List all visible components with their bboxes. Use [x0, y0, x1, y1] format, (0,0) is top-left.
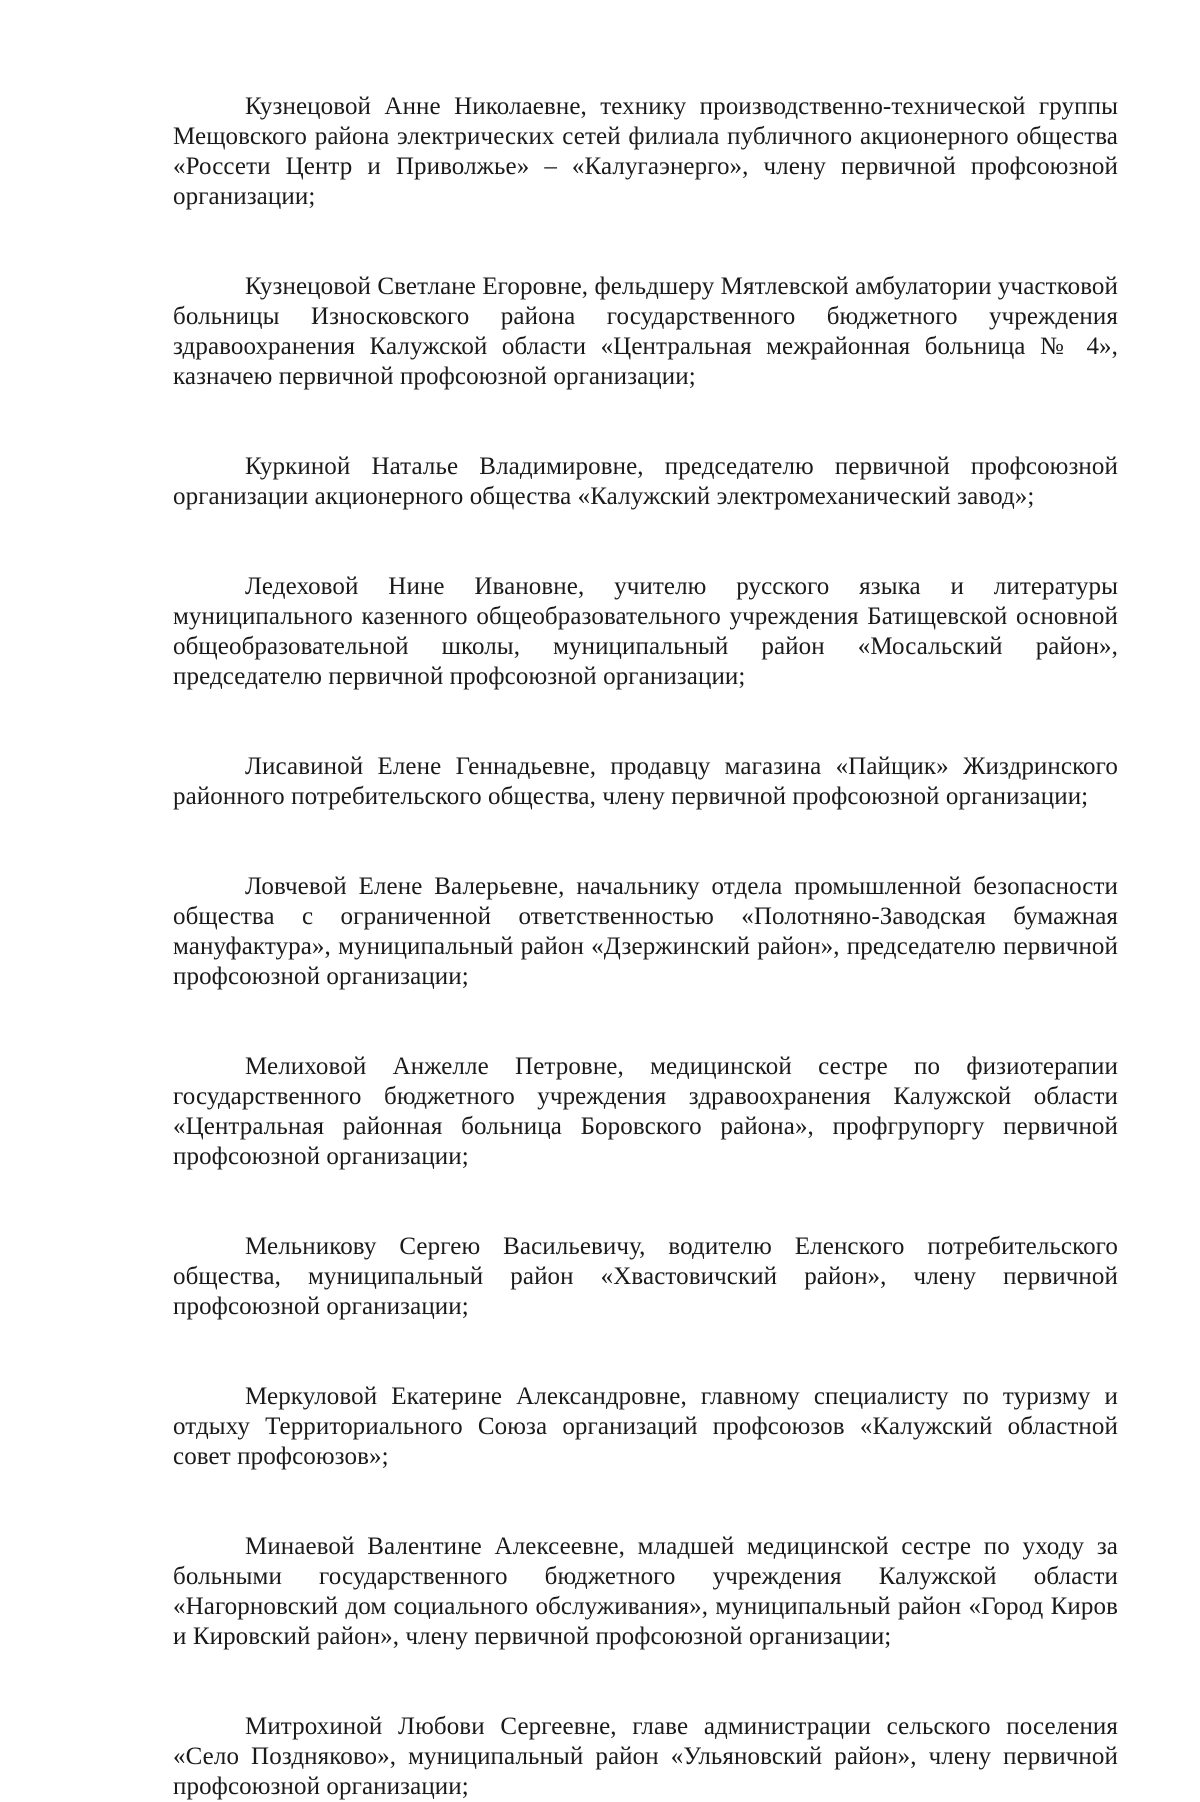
document-body — [173, 92, 1118, 1802]
award-entry-3: Куркиной Наталье Владимировне, председателю первичной профсоюзной организации акционерного общества «Калужский электромеханический завод»; — [173, 453, 1118, 510]
award-entry-10: Минаевой Валентине Алексеевне, младшей медицинской сестре по уходу за больными государственного бюджетного учреждения Калужской области «Нагорновский дом социального обслуживания», муниципальный район «Город Киров и Кировский район», члену первичной профсоюзной организации; — [173, 1533, 1118, 1650]
award-entry-11: Митрохиной Любови Сергеевне, главе администрации сельского поселения «Село Поздняково», муниципальный район «Ульяновский район», члену первичной профсоюзной организации; — [173, 1713, 1118, 1800]
award-entry-4: Ледеховой Нине Ивановне, учителю русского языка и литературы муниципального казенного общеобразовательного учреждения Батищевской основной общеобразовательной школы, муниципальный район «Мосальский район», председателю первичной профсоюзной организации; — [173, 573, 1118, 690]
award-entry-1: Кузнецовой Анне Николаевне, технику производственно-технической группы Мещовского района электрических сетей филиала публичного акционерного общества «Россети Центр и Приволжье» – «Калугаэнерго», члену первичной профсоюзной организации; — [173, 93, 1118, 210]
award-entry-2: Кузнецовой Светлане Егоровне, фельдшеру Мятлевской амбулатории участковой больницы Износковского района государственного бюджетного учреждения здравоохранения Калужской области «Центральная межрайонная больница № 4», казначею первичной профсоюзной организации; — [173, 273, 1119, 390]
award-entry-7: Мелиховой Анжелле Петровне, медицинской сестре по физиотерапии государственного бюджетного учреждения здравоохранения Калужской области «Центральная районная больница Боровского района», профгрупоргу первичной профсоюзной организации; — [173, 1053, 1118, 1170]
award-entry-6: Ловчевой Елене Валерьевне, начальнику отдела промышленной безопасности общества с ограниченной ответственностью «Полотняно-Заводская бумажная мануфактура», муниципальный район «Дзержинский район», председателю первичной профсоюзной организации; — [173, 873, 1118, 990]
award-entry-5: Лисавиной Елене Геннадьевне, продавцу магазина «Пайщик» Жиздринского районного потребительского общества, члену первичной профсоюзной организации; — [173, 753, 1118, 810]
award-entry-8: Мельникову Сергею Васильевичу, водителю Еленского потребительского общества, муниципальный район «Хвастовичский район», члену первичной профсоюзной организации; — [173, 1233, 1118, 1320]
award-entry-9: Меркуловой Екатерине Александровне, главному специалисту по туризму и отдыху Территориального Союза организаций профсоюзов «Калужский областной совет профсоюзов»; — [173, 1383, 1118, 1470]
